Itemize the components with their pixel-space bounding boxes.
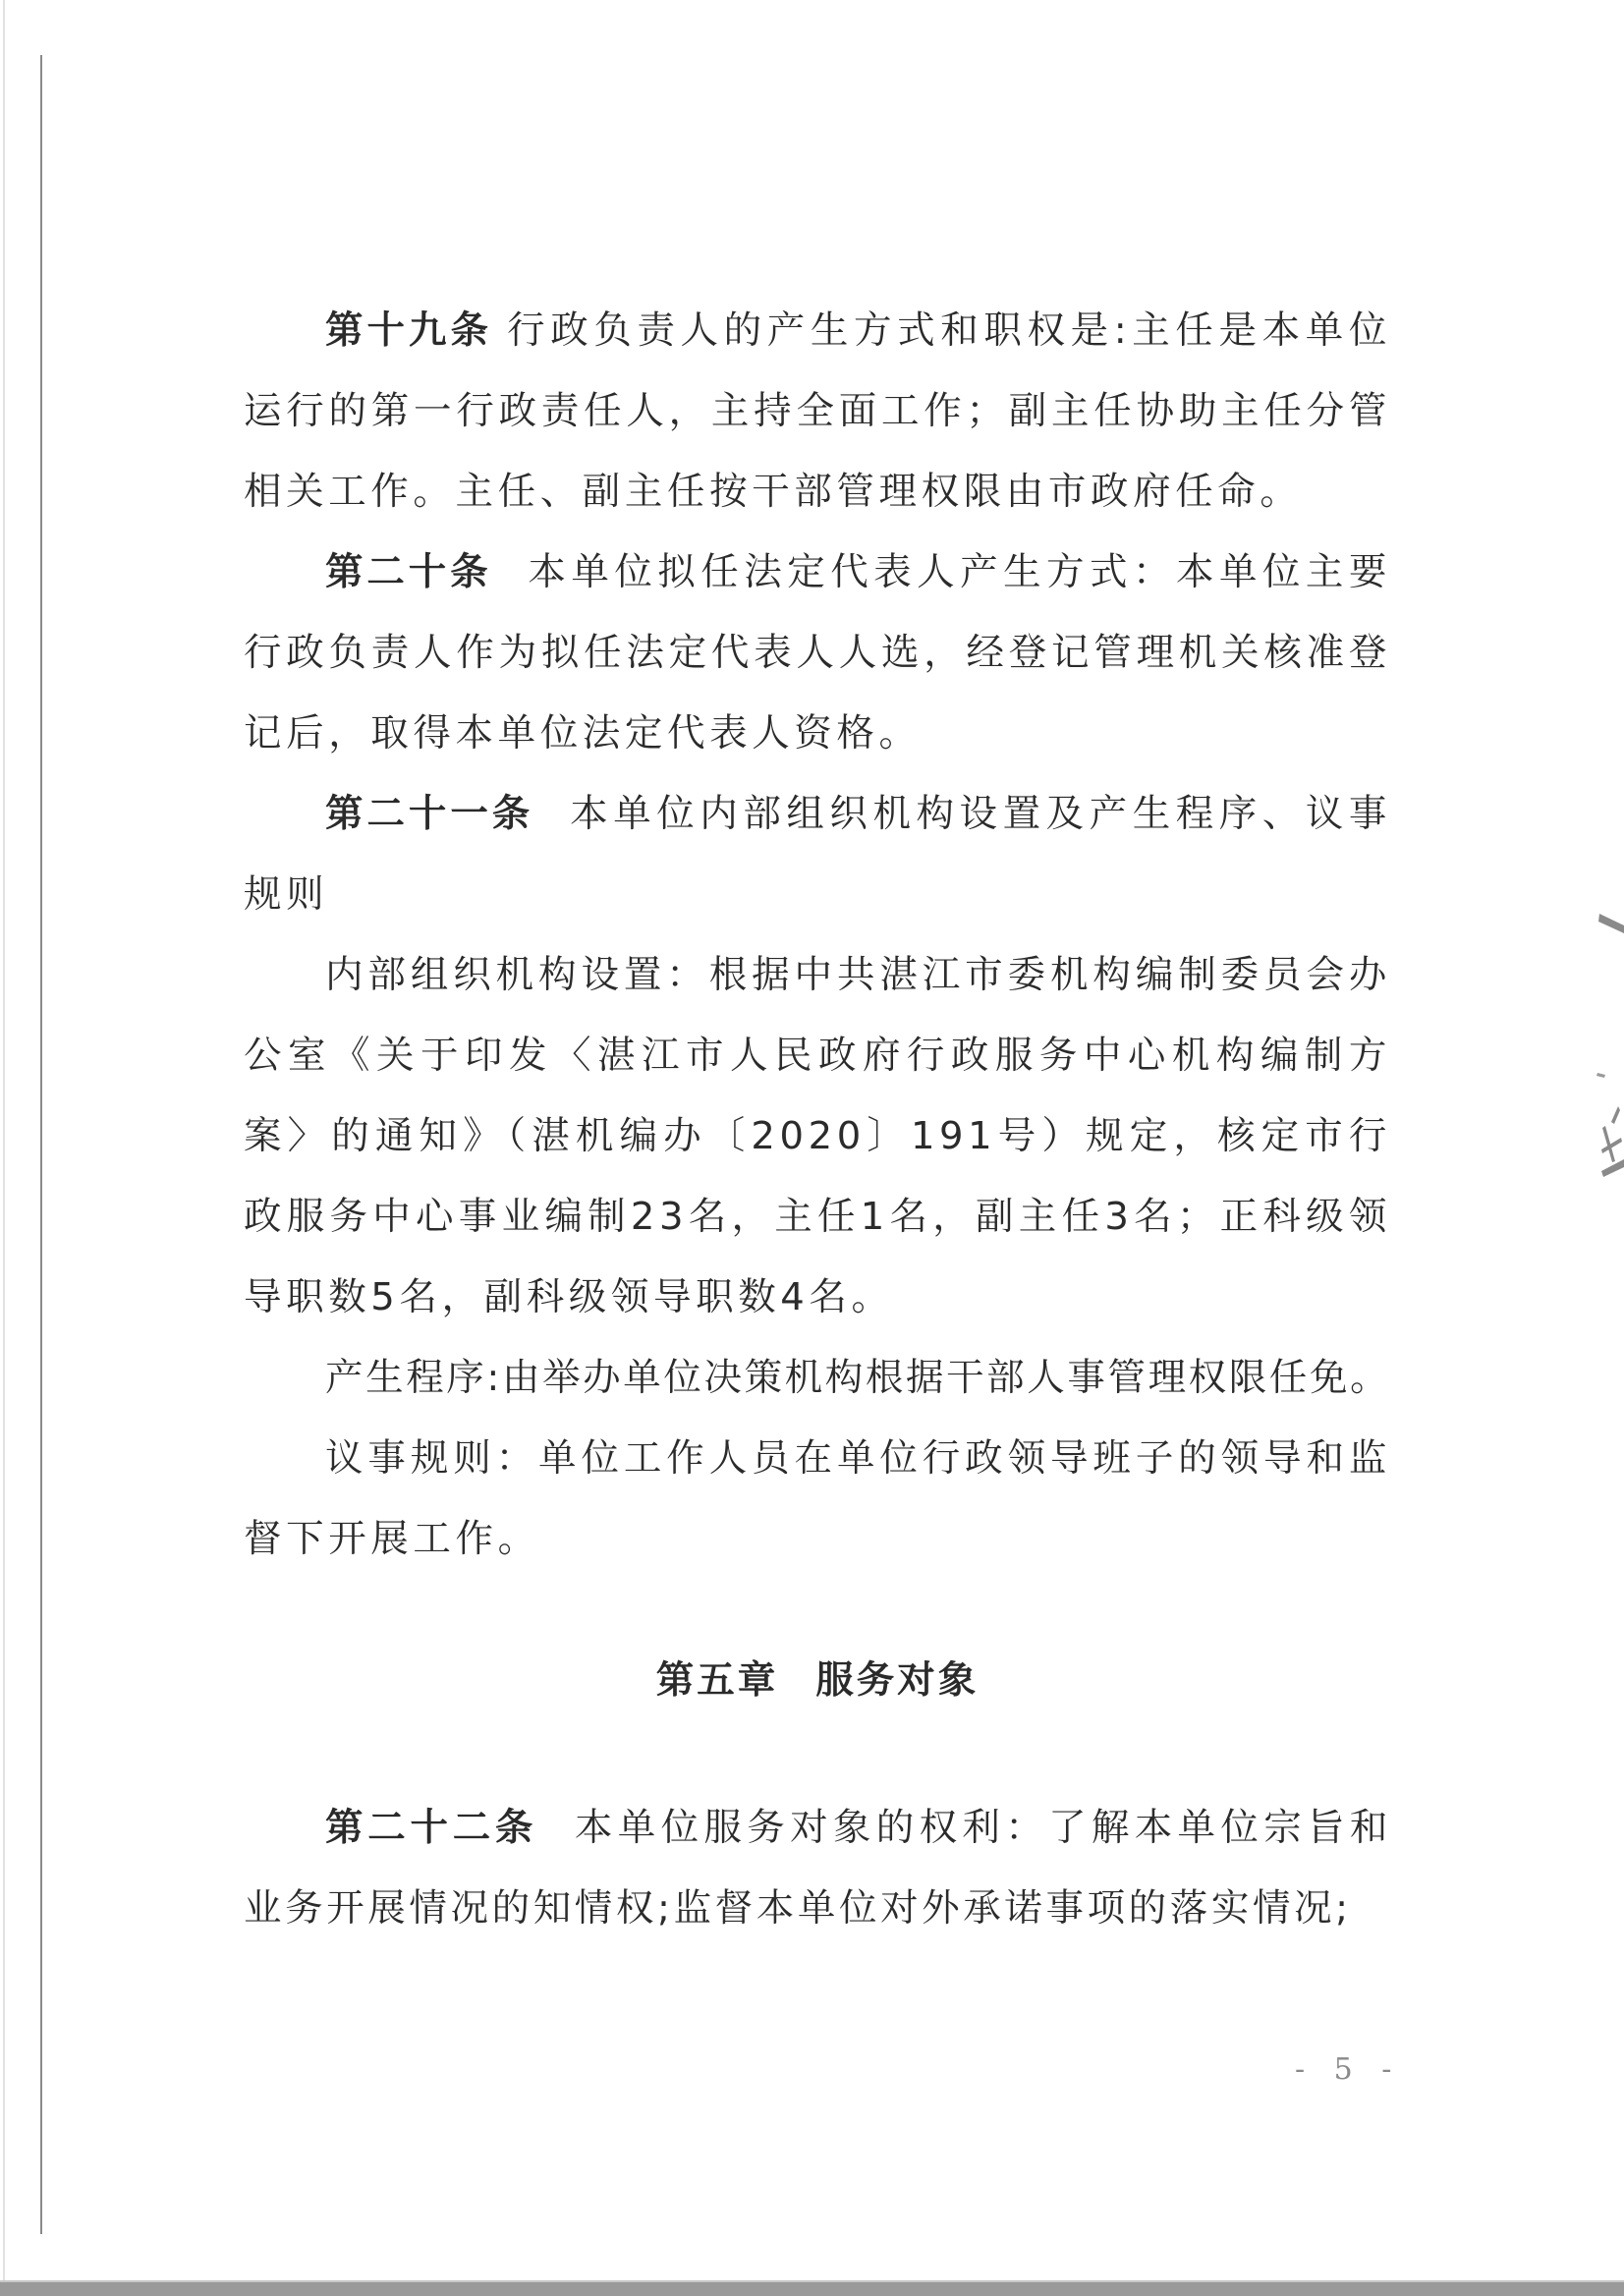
- article-20-text: 本单位拟任法定代表人产生方式：本单位主要行政负责人作为拟任法定代表人人选，经登记管理机关核准登记后，取得本单位法定代表人资格。: [244, 550, 1391, 756]
- chapter-number: 第五章: [655, 1658, 779, 1703]
- article-21-heading: 第二十一条: [325, 792, 534, 836]
- article-22: [244, 1788, 1391, 1949]
- article-19: [244, 291, 1391, 532]
- chapter-title: 服务对象: [815, 1658, 980, 1703]
- rules-paragraph: [244, 1419, 1391, 1580]
- procedure-paragraph: [244, 1338, 1391, 1419]
- org-structure-paragraph: [244, 935, 1391, 1338]
- article-21-text: 本单位内部组织机构设置及产生程序、议事规则: [244, 792, 1391, 917]
- page-number: - 5 -: [1295, 2052, 1402, 2087]
- article-21: [244, 774, 1391, 935]
- scan-bottom-band: [0, 2282, 1624, 2296]
- article-19-text: 行政负责人的产生方式和职权是:主任是本单位运行的第一行政责任人，主持全面工作；副主任协助主任分管相关工作。主任、副主任按干部管理权限由市政府任命。: [244, 308, 1391, 514]
- rules-text: 议事规则：单位工作人员在单位行政领导班子的领导和监督下开展工作。: [244, 1436, 1391, 1561]
- scan-edge-line: [3, 0, 5, 2296]
- article-22-text: 本单位服务对象的权利：了解本单位宗旨和业务开展情况的知情权;监督本单位对外承诺事项的落实情况;: [244, 1806, 1391, 1931]
- chapter-heading: [244, 1651, 1391, 1705]
- org-structure-text: 内部组织机构设置：根据中共湛江市委机构编制委员会办公室《关于印发〈湛江市人民政府行政服务中心机构编制方案〉的通知》（湛机编办〔2020〕191号）规定，核定市行政服务中心事业编制23名，主任1名，副主任3名；正科级领导职数5名，副科级领导职数4名。: [244, 953, 1391, 1319]
- official-seal-fragment: [1572, 865, 1624, 1189]
- article-19-heading: 第十九条: [325, 308, 493, 353]
- binding-margin-rule: [40, 55, 42, 2234]
- procedure-text: 产生程序:由举办单位决策机构根据干部人事管理权限任免。: [325, 1356, 1391, 1400]
- article-20: [244, 532, 1391, 774]
- article-22-heading: 第二十二条: [325, 1806, 538, 1850]
- article-20-heading: 第二十条: [325, 550, 492, 594]
